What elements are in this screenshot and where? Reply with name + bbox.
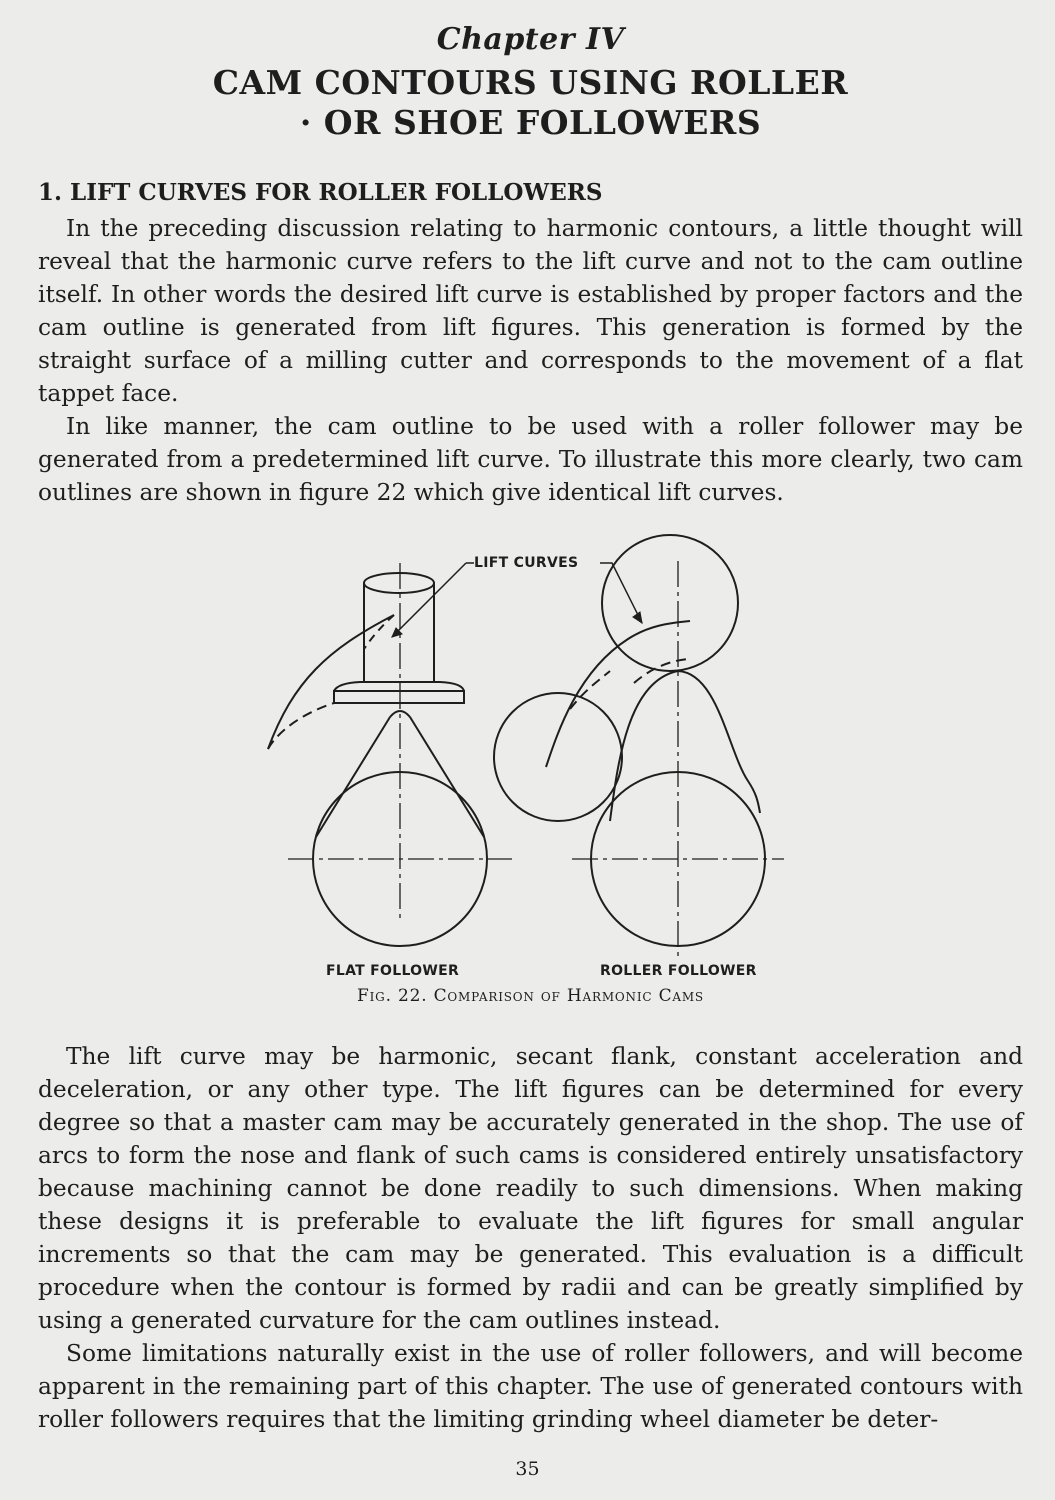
lift-curves-label: LIFT CURVES [474, 555, 579, 571]
paragraph-3: The lift curve may be harmonic, secant flank, constant acceleration and deceleration, or any other type. The lift figures can be determined for every degree so that a master cam may be accurately generated in the shop. The use of arcs to form the nose and flank of such cams is considered entirely unsatisfactory because machining cannot be done readily to such dimensions. When making these designs it is preferable to evaluate the lift figures for small angular increments so that the cam may be generated. This evaluation is a difficult procedure when the contour is formed by radii and can be greatly simplified by using a generated curvature for the cam outlines instead. [38, 1043, 1023, 1334]
grinding-wheel-circle [494, 693, 622, 821]
flat-lift-curve-upper-dash [364, 615, 394, 649]
lift-curves-leaders [392, 563, 642, 637]
roller-follower-cam [494, 535, 784, 956]
page-number: 35 [515, 1458, 540, 1480]
roller-follower-circle [602, 535, 738, 671]
leader-to-roller-curve [600, 563, 642, 623]
flat-cam-left-flank [316, 717, 390, 837]
figure-22 [38, 531, 1023, 986]
cam-comparison-diagram [38, 531, 1023, 986]
paragraph-4: Some limitations naturally exist in the use of roller followers, and will become apparent in the remaining part of this chapter. The use of generated contours with roller followers requires that the limiting grinding wheel diameter be deter- [38, 1340, 1023, 1433]
tappet-stem-top [364, 573, 434, 593]
section-heading: 1. LIFT CURVES FOR ROLLER FOLLOWERS [38, 179, 603, 206]
chapter-label: Chapter IV [436, 22, 625, 57]
tappet-flange [334, 682, 464, 691]
roller-follower-label: ROLLER FOLLOWER [600, 963, 757, 979]
flat-follower-cam [268, 563, 512, 946]
tappet-face [334, 691, 464, 703]
flat-cam-right-flank [410, 717, 484, 837]
figure-caption: Fig. 22. Comparison of Harmonic Cams [357, 986, 704, 1006]
roller-cam-nose-profile [610, 671, 760, 821]
paragraph-2: In like manner, the cam outline to be used with a roller follower may be generated from a predetermined lift curve. To illustrate this more clearly, two cam outlines are shown in figure 22 which give identical lift curves. [38, 413, 1023, 506]
chapter-title-line-2: · OR SHOE FOLLOWERS [299, 103, 762, 142]
arrow-roller [633, 612, 642, 623]
book-page [38, 22, 1023, 1436]
flat-follower-label: FLAT FOLLOWER [326, 963, 460, 979]
roller-lift-curve-dashed [570, 671, 610, 709]
leader-to-flat-curve [392, 563, 466, 637]
chapter-title-line-1: CAM CONTOURS USING ROLLER [212, 63, 849, 102]
paragraph-1: In the preceding discussion relating to harmonic contours, a little thought will reveal that the harmonic curve refers to the lift curve and not to the cam outline itself. In other words the desired lift curve is established by proper factors and the cam outline is generated from lift figures. This generation is formed by the straight surface of a milling cutter and corresponds to the movement of a flat tappet face. [38, 215, 1023, 407]
